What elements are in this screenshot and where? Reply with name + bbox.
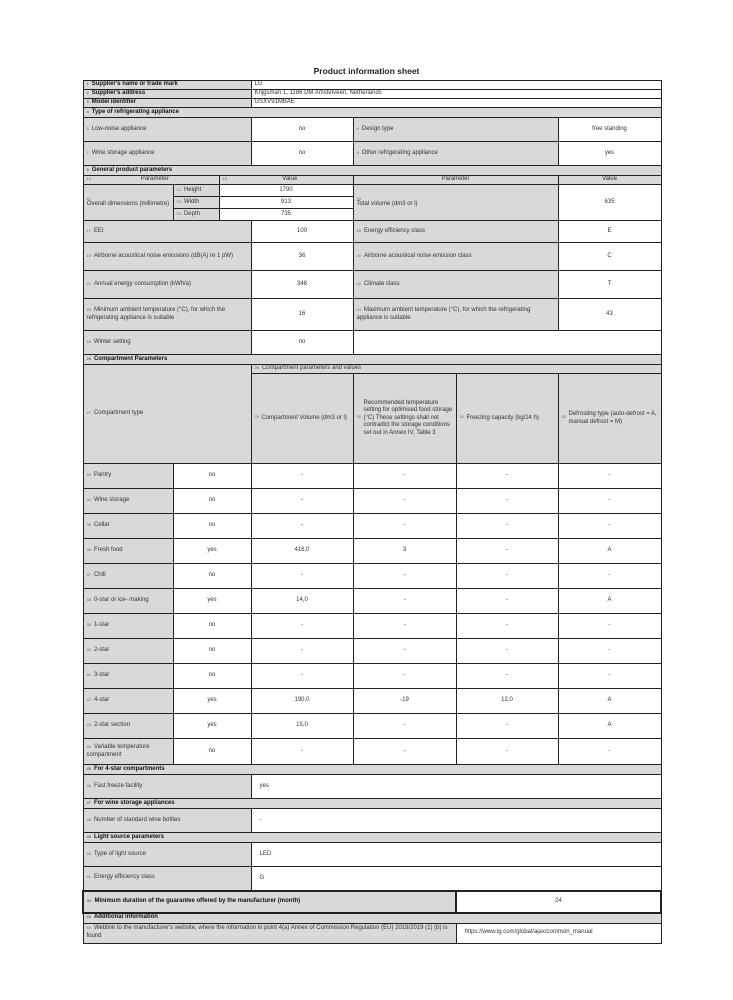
- general-column-headers: 10 Parameter 15 Value Parameter Value: [83, 176, 661, 185]
- energy-class-value: E: [558, 221, 661, 243]
- compartment-row: 42 4-star yes 190,0 -19 12,0 A: [83, 689, 661, 714]
- light-type-value: LED: [251, 843, 661, 867]
- compartment-temp: -: [353, 514, 456, 539]
- compartment-present: no: [173, 514, 251, 539]
- value-header: Value: [282, 176, 298, 183]
- compartment-temp: -: [353, 739, 456, 765]
- light-class-label: Energy efficiency class: [93, 874, 155, 881]
- compartment-defrost: -: [558, 739, 661, 765]
- section-title: For 4-star compartments: [93, 765, 165, 772]
- compartment-freezing: -: [456, 614, 558, 639]
- max-temp-label: Maximum ambient temperature (°C), for which the refrigerating appliance is suitable: [356, 307, 531, 321]
- weblink-label: Weblink to the manufacturer's website, where the information in point 4(a) Annex of Commission Regulation (EU) 2019/2019 (1) (b) is found: [86, 925, 448, 940]
- fast-freeze-label: Fast freeze facility: [93, 782, 143, 789]
- min-temp-value: 16: [251, 299, 353, 331]
- width-label: Width: [183, 198, 200, 205]
- other-appliance-value: yes: [558, 142, 661, 166]
- compartment-temp: -19: [353, 689, 456, 714]
- min-temp-label: Minimum ambient temperature (°C), for which the refrigerating appliance is suitable: [86, 307, 226, 321]
- design-type-label: Design type: [361, 125, 394, 132]
- compartment-freezing: -: [456, 664, 558, 689]
- param-header: Parameter: [140, 176, 169, 183]
- general-section-header: 9 General product parameters: [83, 166, 661, 176]
- wine-bottles-value: -: [251, 809, 661, 833]
- section-title: Additional information: [93, 914, 158, 921]
- compartment-volume: -: [251, 464, 353, 489]
- compartment-freezing: 12,0: [456, 689, 558, 714]
- compartment-volume: -: [251, 614, 353, 639]
- section-title: General product parameters: [91, 166, 173, 173]
- compartment-present: yes: [173, 689, 251, 714]
- compartment-row: 40 2-star no - - - -: [83, 639, 661, 664]
- weblink-value[interactable]: https://www.lg.com/global/ajax/common_manual: [456, 923, 661, 943]
- noise-class-label: Airborne acoustical noise emission class: [363, 252, 472, 259]
- winter-setting-value: no: [251, 331, 353, 355]
- compartment-freezing: -: [456, 714, 558, 739]
- winter-setting-label: Winter setting: [93, 338, 131, 345]
- compartment-volume: 190,0: [251, 689, 353, 714]
- compartment-defrost: A: [558, 714, 661, 739]
- compartment-row: 34 Wine storage no - - - -: [83, 489, 661, 514]
- compartment-values-header-label: Compartment parameters and values: [261, 365, 362, 372]
- compartment-temp: -: [353, 714, 456, 739]
- compartment-row: 41 3-star no - - - -: [83, 664, 661, 689]
- type-row-1: 5 Low-noise appliance no 6 Design type free standing: [83, 118, 661, 142]
- empty-cell: [353, 331, 661, 355]
- page-title: Product information sheet: [313, 66, 420, 76]
- width-value: 913: [219, 197, 353, 209]
- design-type-value: free standing: [558, 118, 661, 142]
- compartment-freezing: -: [456, 489, 558, 514]
- compartment-row: 36 Fresh food yes 416,0 3 - A: [83, 539, 661, 564]
- compartment-name: Pantry: [93, 472, 112, 479]
- light-class-row: 51 Energy efficiency class G: [83, 867, 661, 891]
- compartment-defrost: A: [558, 539, 661, 564]
- depth-value: 735: [219, 209, 353, 221]
- compartment-present: no: [173, 489, 251, 514]
- annual-energy-value: 348: [251, 271, 353, 299]
- compartment-temp: -: [353, 564, 456, 589]
- guarantee-value: 24: [456, 891, 661, 913]
- compartment-defrost: -: [558, 514, 661, 539]
- compartment-present: yes: [173, 539, 251, 564]
- ambient-temp-row: 23 Minimum ambient temperature (°C), for which the refrigerating appliance is suitable 16 24 Maximum ambient temperature (°C), for which the refrigerating appliance is suitable 43: [83, 299, 661, 331]
- height-value: 1790: [219, 185, 353, 197]
- compartment-freezing: -: [456, 589, 558, 614]
- dims-width-row: 13 Width 913: [83, 197, 661, 209]
- compartment-values-header: 27 Compartment type 28 Compartment parameters and values: [83, 365, 661, 374]
- noise-class-value: C: [558, 243, 661, 271]
- compartment-present: yes: [173, 714, 251, 739]
- energy-class-label: Energy efficiency class: [363, 227, 425, 234]
- param-header-2: Parameter: [353, 176, 558, 185]
- supplier-address-row: 2 Supplier's address Krijgsman 1, 1186 DM Amstelveen, Netherlands: [83, 90, 661, 99]
- total-volume-label: Total volume (dm3 or l): [356, 201, 418, 208]
- compartment-row: 43 2-star section yes 15,0 - - A: [83, 714, 661, 739]
- wine-storage-label: Wine storage appliance: [91, 149, 155, 156]
- weblink-row: 54 Weblink to the manufacturer's website, where the information in point 4(a) Annex of Commission Regulation (EU) 2019/2019 (1) (b) is found https://www.lg.com/global/ajax/common_manual: [83, 923, 661, 943]
- model-identifier-row: 3 Model identifier GSXV91MBAE: [83, 99, 661, 108]
- compartment-present: no: [173, 739, 251, 765]
- compartment-name: 2-star section: [93, 722, 130, 729]
- compartment-defrost: -: [558, 489, 661, 514]
- section-title: For wine storage appliances: [93, 799, 175, 806]
- light-class-value: G: [251, 867, 661, 891]
- compartment-name: 4-star: [93, 697, 110, 704]
- total-volume-value: 635: [558, 185, 661, 221]
- compartment-name: Chill: [93, 572, 106, 579]
- light-section-header: 49 Light source parameters: [83, 833, 661, 843]
- compartment-volume: 14,0: [251, 589, 353, 614]
- compartment-defrost: A: [558, 589, 661, 614]
- compartment-row: 39 1-star no - - - -: [83, 614, 661, 639]
- height-label: Height: [183, 186, 202, 193]
- section-title: Compartment Parameters: [93, 355, 168, 362]
- freezing-capacity-header: Freezing capacity (kg/24 h): [466, 414, 539, 421]
- compartment-name: Cellar: [93, 522, 110, 529]
- winter-setting-row: 25 Winter setting no: [83, 331, 661, 355]
- compartment-rows: [83, 464, 661, 765]
- compartment-volume: 416,0: [251, 539, 353, 564]
- compartment-name: Wine storage: [93, 497, 130, 504]
- compartment-defrost: A: [558, 689, 661, 714]
- climate-class-label: Climate class: [363, 280, 400, 287]
- additional-section-header: 53 Additional information: [83, 913, 661, 924]
- compartment-present: no: [173, 664, 251, 689]
- wine-bottles-label: Number of standard wine bottles: [93, 816, 181, 823]
- defrosting-type-header: Defrosting type (auto-defrost = A, manual defrost = M): [568, 411, 657, 425]
- compartment-temp: -: [353, 489, 456, 514]
- compartment-type-header: Compartment type: [93, 410, 144, 417]
- dims-depth-row: 14 Depth 735: [83, 209, 661, 221]
- compartment-name: 0-star or ice- making: [93, 597, 149, 604]
- compartment-freezing: -: [456, 639, 558, 664]
- value-header-2: Value: [558, 176, 661, 185]
- low-noise-value: no: [251, 118, 353, 142]
- compartment-defrost: -: [558, 614, 661, 639]
- compartment-freezing: -: [456, 564, 558, 589]
- compartment-volume: -: [251, 664, 353, 689]
- annual-energy-row: 21 Annual energy consumption (kWh/a) 348 22 Climate class T: [83, 271, 661, 299]
- noise-label: Airborne acoustical noise emissions (dB(A) re 1 pW): [93, 252, 234, 259]
- section-title: Light source parameters: [93, 833, 164, 840]
- compartments-section-header: 26 Compartment Parameters: [83, 355, 661, 365]
- compartment-present: no: [173, 639, 251, 664]
- noise-value: 36: [251, 243, 353, 271]
- section-title: Type of refrigerating appliance: [91, 108, 179, 115]
- compartment-temp: 3: [353, 539, 456, 564]
- compartment-volume-header: Compartment Volume (dm3 or l): [261, 414, 347, 421]
- compartment-present: no: [173, 564, 251, 589]
- eei-label: EEI: [93, 227, 104, 234]
- climate-class-value: T: [558, 271, 661, 299]
- product-info-table: [82, 80, 662, 944]
- wine-storage-value: no: [251, 142, 353, 166]
- compartment-temp: -: [353, 664, 456, 689]
- compartment-row: 37 Chill no - - - -: [83, 564, 661, 589]
- compartment-row: 38 0-star or ice- making yes 14,0 - - A: [83, 589, 661, 614]
- compartment-volume: -: [251, 639, 353, 664]
- compartment-defrost: -: [558, 564, 661, 589]
- compartment-volume: -: [251, 514, 353, 539]
- compartment-name: Variable temperature compartment: [86, 744, 150, 758]
- compartment-freezing: -: [456, 539, 558, 564]
- wine-section-header: 47 For wine storage appliances: [83, 799, 661, 809]
- compartment-volume: -: [251, 564, 353, 589]
- compartment-present: no: [173, 464, 251, 489]
- model-identifier-value: GSXV91MBAE: [251, 99, 661, 108]
- noise-row: 19 Airborne acoustical noise emissions (dB(A) re 1 pW) 36 20 Airborne acoustical noise emission class C: [83, 243, 661, 271]
- type-row-2: 7 Wine storage appliance no 8 Other refrigerating appliance yes: [83, 142, 661, 166]
- overall-dimensions-label: Overall dimensions (millimetre): [86, 201, 170, 208]
- compartment-volume: -: [251, 489, 353, 514]
- compartment-column-headers: 29 Compartment Volume (dm3 or l) 30 Recommended temperature setting for optimised food storage (°C) These settings shall not contradict the storage conditions set out in Annex IV, Table 3 31 Freezing capacity (kg/24 h) 32 Defrosting type (auto-defrost = A, manual defrost = M): [83, 374, 661, 464]
- compartment-freezing: -: [456, 464, 558, 489]
- compartment-volume: -: [251, 739, 353, 765]
- compartment-name: 3-star: [93, 672, 110, 679]
- fast-freeze-row: 46 Fast freeze facility yes: [83, 775, 661, 799]
- compartment-row: 33 Pantry no - - - -: [83, 464, 661, 489]
- compartment-freezing: -: [456, 514, 558, 539]
- compartment-defrost: -: [558, 664, 661, 689]
- max-temp-value: 43: [558, 299, 661, 331]
- compartment-temp: -: [353, 464, 456, 489]
- model-identifier-label: Model identifier: [91, 99, 137, 106]
- compartment-row: 35 Cellar no - - - -: [83, 514, 661, 539]
- recommended-temp-header: Recommended temperature setting for optimised food storage (°C) These settings shall not contradict the storage conditions set out in Annex IV, Table 3: [363, 399, 453, 436]
- supplier-name-row: 1 Supplier's name or trade mark LG: [83, 81, 661, 90]
- compartment-defrost: -: [558, 464, 661, 489]
- depth-label: Depth: [183, 210, 200, 217]
- compartment-name: 1-star: [93, 622, 110, 629]
- wine-bottles-row: 48 Number of standard wine bottles -: [83, 809, 661, 833]
- compartment-row: 44 Variable temperature compartment no - - - -: [83, 739, 661, 765]
- light-type-row: 50 Type of light source LED: [83, 843, 661, 867]
- guarantee-row: 52 Minimum duration of the guarantee offered by the manufacturer (month) 24: [83, 891, 661, 913]
- compartment-defrost: -: [558, 639, 661, 664]
- type-section-header: 4 Type of refrigerating appliance: [83, 108, 661, 118]
- other-appliance-label: Other refrigerating appliance: [361, 149, 438, 156]
- fast-freeze-value: yes: [251, 775, 661, 799]
- compartment-temp: -: [353, 589, 456, 614]
- dims-height-row: 11 Overall dimensions (millimetre) 12 Height 1790 16 Total volume (dm3 or l) 635: [83, 185, 661, 197]
- low-noise-label: Low-noise appliance: [91, 125, 147, 132]
- guarantee-label: Minimum duration of the guarantee offered by the manufacturer (month): [94, 897, 301, 904]
- compartment-temp: -: [353, 614, 456, 639]
- annual-energy-label: Annual energy consumption (kWh/a): [93, 280, 192, 287]
- four-star-section-header: 45 For 4-star compartments: [83, 765, 661, 775]
- supplier-address-label: Supplier's address: [91, 90, 146, 97]
- compartment-present: yes: [173, 589, 251, 614]
- compartment-name: 2-star: [93, 647, 110, 654]
- compartment-volume: 15,0: [251, 714, 353, 739]
- eei-value: 100: [251, 221, 353, 243]
- eei-row: 17 EEI 100 18 Energy efficiency class E: [83, 221, 661, 243]
- compartment-name: Fresh food: [93, 547, 123, 554]
- light-type-label: Type of light source: [93, 850, 146, 857]
- supplier-name-label: Supplier's name or trade mark: [91, 81, 178, 88]
- compartment-temp: -: [353, 639, 456, 664]
- supplier-name-value: LG: [251, 81, 661, 90]
- supplier-address-value: Krijgsman 1, 1186 DM Amstelveen, Netherlands: [251, 90, 661, 99]
- compartment-present: no: [173, 614, 251, 639]
- compartment-freezing: -: [456, 739, 558, 765]
